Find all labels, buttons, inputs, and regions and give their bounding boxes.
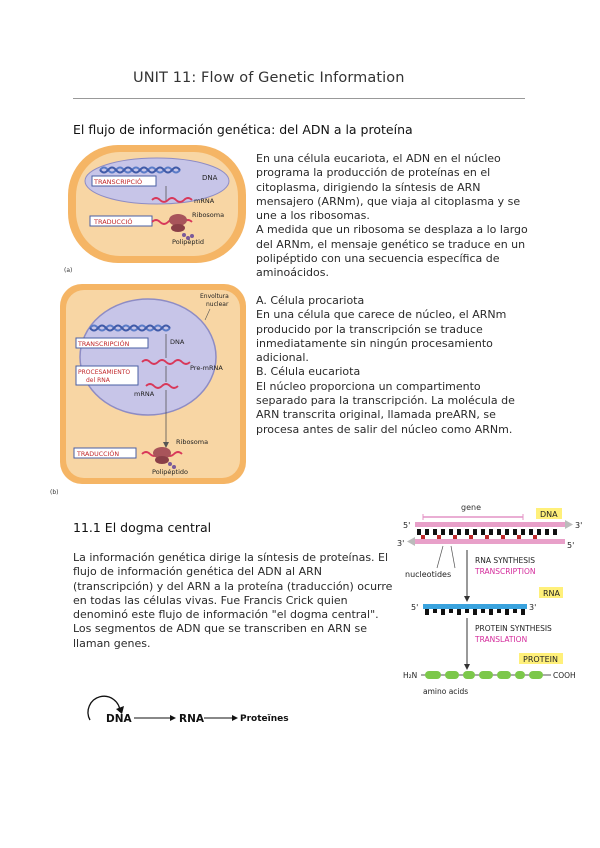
paragraph-b-title: B. Célula eucariota: [256, 365, 361, 379]
nucleotide-pointer: [451, 546, 455, 568]
central-dogma-paragraph: La información genética dirige la síntesis de proteínas. El flujo de información genética del ADN al ARN (transcripción) y del ARN a la proteína (traducción) ocurre en todas las células vivas. Fue Francis Crick quien denominó este flujo de información "el dogma central". Los segmentos de ADN que se transcriben en ARN se llaman genes.: [73, 551, 393, 650]
rna-3prime: 3': [529, 603, 537, 612]
dna-bottom-5prime: 5': [567, 541, 575, 550]
gene-label: gene: [461, 503, 481, 512]
envelope-label-line2: nuclear: [206, 301, 229, 308]
flow-rna: RNA: [179, 713, 204, 725]
dna-bottom-3prime: 3': [397, 539, 405, 548]
dna-bottom-arrow: [407, 537, 415, 546]
ribosome-small: [171, 224, 185, 232]
eukaryote-flow-figure-b: [50, 282, 250, 498]
polypeptide-label: Polipéptido: [152, 468, 188, 476]
transcription-arrowhead: [464, 596, 470, 602]
processing-label: PROCESAMIENTO: [78, 369, 131, 376]
transcription-label: TRANSCRIPCIÓ: [94, 178, 143, 186]
unit-title: UNIT 11: Flow of Genetic Information: [133, 70, 405, 86]
translation-label: TRADUCCIÓN: [77, 451, 120, 458]
translation-arrowhead: [464, 664, 470, 670]
panel-label-a: (a): [64, 267, 73, 274]
paragraph-a-title: A. Célula procariota: [256, 294, 365, 307]
dna-label: DNA: [202, 174, 218, 182]
protein-synthesis-label: PROTEIN SYNTHESIS: [475, 624, 552, 633]
nucleotides-label: nucleotides: [405, 570, 452, 579]
mrna-label: mRNA: [194, 197, 215, 205]
paragraph-ribosome: A medida que un ribosoma se desplaza a lo largo del ARNm, el mensaje genético se traduce en un polipéptido con una secuencia específica de aminoácidos.: [256, 223, 528, 280]
mrna-label: mRNA: [134, 390, 155, 398]
envelope-label: Envoltura: [200, 293, 229, 300]
processing-label-line2: del RNA: [86, 377, 110, 384]
central-dogma-text: [73, 551, 395, 651]
dna-top-3prime: 3': [575, 521, 583, 530]
header-divider: [73, 98, 525, 99]
text-column-cells: [256, 294, 528, 437]
dna-bottom-strand: [415, 539, 565, 544]
transcription-label: TRANSCRIPTION: [475, 567, 536, 576]
polypeptide-bead: [168, 462, 172, 466]
rna-strand: [423, 604, 527, 609]
rna-bases: [425, 609, 525, 615]
flow-dna: DNA: [106, 713, 132, 725]
flow-proteins: Proteïnes: [240, 714, 289, 724]
rna-5prime: 5': [411, 603, 419, 612]
polypeptide-bead: [182, 233, 186, 237]
dna-base-pairs-red: [421, 535, 537, 539]
ribosome-label: Ribosoma: [176, 438, 209, 446]
paragraph-a-text: En una célula que carece de núcleo, el ARNm producido por la transcripción se traduce inmediatamente sin ningún procesamiento adicional.: [256, 308, 507, 365]
cooh-label: COOH: [553, 671, 576, 680]
transcription-label: TRANSCRIPCIÓN: [78, 341, 130, 348]
central-dogma-flow: [80, 690, 300, 738]
dna-top-5prime: 5': [403, 521, 411, 530]
pre-mrna-label: Pre-mRNA: [190, 364, 223, 372]
translation-label: TRADUCCIÓ: [94, 218, 133, 226]
ribosome-label: Ribosoma: [192, 211, 225, 219]
flow-arrowhead-2: [232, 715, 238, 721]
protein-badge-label: PROTEIN: [523, 655, 558, 664]
amino-acids-label: amino acids: [423, 687, 469, 696]
paragraph-b-text: El núcleo proporciona un compartimento separado para la transcripción. La molécula de ARN transcrita original, llamada preARN, se procesa antes de salir del núcleo como ARNm.: [256, 379, 515, 436]
dna-top-strand: [415, 522, 565, 527]
section-title: El flujo de información genética: del ADN a la proteína: [73, 122, 413, 137]
dna-top-arrow: [565, 520, 573, 529]
panel-label-b: (b): [50, 489, 59, 496]
h2n-label: H₂N: [403, 671, 418, 680]
nucleotide-pointer: [437, 546, 443, 568]
translation-label: TRANSLATION: [475, 635, 528, 644]
dna-base-pairs: [417, 529, 557, 535]
ribosome-small: [155, 456, 169, 464]
dna-rna-protein-diagram: [395, 500, 595, 700]
dna-label: DNA: [170, 338, 185, 346]
central-dogma-title: 11.1 El dogma central: [73, 520, 212, 535]
rna-synthesis-label: RNA SYNTHESIS: [475, 556, 535, 565]
dna-badge-label: DNA: [540, 510, 558, 519]
text-column: [256, 152, 528, 281]
polypeptide-label: Polipèptid: [172, 238, 205, 246]
flow-arrowhead-1: [170, 715, 176, 721]
paragraph-eukaryote: En una célula eucariota, el ADN en el núcleo programa la producción de proteínas en el citoplasma, dirigiendo la síntesis de ARN mensajero (ARNm), que viaja al citoplasma y se une a los ribosomas.: [256, 152, 521, 223]
eukaryote-flow-figure-a: [60, 140, 250, 276]
rna-badge-label: RNA: [543, 589, 561, 598]
